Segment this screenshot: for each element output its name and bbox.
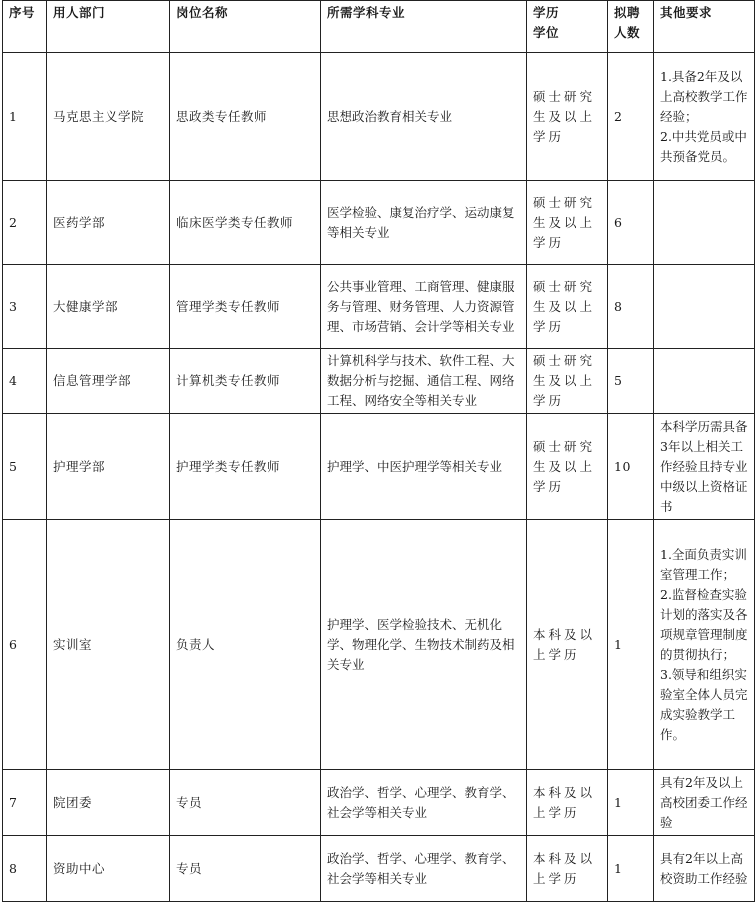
other-requirement-text: 具有2年以上高校资助工作经验 [660,850,748,886]
cell-dept: 马克思主义学院 [47,53,170,181]
cell-count: 10 [608,414,654,520]
header-row [3,1,755,53]
header-seq: 序号 [3,1,47,53]
cell-count: 1 [608,770,654,836]
cell-count: 1 [608,520,654,770]
cell-other [654,265,755,349]
cell-count: 1 [608,836,654,902]
cell-major: 护理学、医学检验技术、无机化学、物理化学、生物技术制药及相关专业 [321,520,527,770]
cell-other [654,836,755,902]
cell-other [654,414,755,520]
cell-edu: 硕士研究生及以上学历 [527,265,608,349]
header-count-line1: 拟聘 [614,5,641,20]
other-requirement-text: 1.具备2年及以上高校教学工作经验； 2.中共党员或中共预备党员。 [660,68,748,164]
cell-post: 临床医学类专任教师 [170,181,321,265]
header-edu-line2: 学位 [533,25,560,40]
cell-seq: 7 [3,770,47,836]
cell-dept: 资助中心 [47,836,170,902]
cell-major: 护理学、中医护理学等相关专业 [321,414,527,520]
cell-edu: 硕士研究生及以上学历 [527,181,608,265]
cell-post: 护理学类专任教师 [170,414,321,520]
cell-count: 2 [608,53,654,181]
cell-post: 管理学类专任教师 [170,265,321,349]
cell-seq: 6 [3,520,47,770]
cell-edu: 硕士研究生及以上学历 [527,53,608,181]
table-row [3,265,755,349]
header-post: 岗位名称 [170,1,321,53]
cell-major: 政治学、哲学、心理学、教育学、社会学等相关专业 [321,836,527,902]
cell-dept: 信息管理学部 [47,349,170,414]
table-row [3,770,755,836]
cell-edu: 本科及以上学历 [527,836,608,902]
recruitment-table [2,0,755,902]
table-row [3,414,755,520]
header-major: 所需学科专业 [321,1,527,53]
cell-count: 5 [608,349,654,414]
cell-edu: 硕士研究生及以上学历 [527,414,608,520]
header-edu-line1: 学历 [533,5,560,20]
cell-count: 8 [608,265,654,349]
table-row [3,349,755,414]
other-requirement-text: 本科学历需具备3年以上相关工作经验且持专业中级以上资格证书 [660,418,748,514]
header-dept: 用人部门 [47,1,170,53]
table-row [3,53,755,181]
cell-post: 计算机类专任教师 [170,349,321,414]
cell-dept: 护理学部 [47,414,170,520]
other-requirement-text: 1.全面负责实训室管理工作； 2.监督检查实验计划的落实及各项规章管理制度的贯彻执行； 3.领导和组织实验室全体人员完成实验教学工作。 [660,546,748,742]
cell-edu: 本科及以上学历 [527,520,608,770]
cell-seq: 1 [3,53,47,181]
header-other: 其他要求 [654,1,755,53]
header-count-line2: 人数 [614,25,641,40]
header-edu [527,1,608,53]
cell-other [654,349,755,414]
cell-post: 专员 [170,836,321,902]
cell-post: 负责人 [170,520,321,770]
cell-major: 公共事业管理、工商管理、健康服务与管理、财务管理、人力资源管理、市场营销、会计学等相关专业 [321,265,527,349]
cell-seq: 5 [3,414,47,520]
cell-major: 政治学、哲学、心理学、教育学、社会学等相关专业 [321,770,527,836]
other-requirement-text: 具有2年及以上高校团委工作经验 [660,774,748,830]
cell-edu: 硕士研究生及以上学历 [527,349,608,414]
cell-seq: 2 [3,181,47,265]
cell-major: 思想政治教育相关专业 [321,53,527,181]
cell-dept: 医药学部 [47,181,170,265]
cell-post: 专员 [170,770,321,836]
cell-other [654,770,755,836]
cell-seq: 8 [3,836,47,902]
header-count [608,1,654,53]
cell-dept: 实训室 [47,520,170,770]
table-row [3,520,755,770]
cell-major: 医学检验、康复治疗学、运动康复等相关专业 [321,181,527,265]
cell-seq: 3 [3,265,47,349]
cell-major: 计算机科学与技术、软件工程、大数据分析与挖掘、通信工程、网络工程、网络安全等相关专业 [321,349,527,414]
cell-dept: 大健康学部 [47,265,170,349]
cell-other [654,520,755,770]
table-row [3,836,755,902]
cell-seq: 4 [3,349,47,414]
cell-other [654,181,755,265]
cell-other [654,53,755,181]
cell-post: 思政类专任教师 [170,53,321,181]
table-row [3,181,755,265]
cell-dept: 院团委 [47,770,170,836]
cell-count: 6 [608,181,654,265]
cell-edu: 本科及以上学历 [527,770,608,836]
